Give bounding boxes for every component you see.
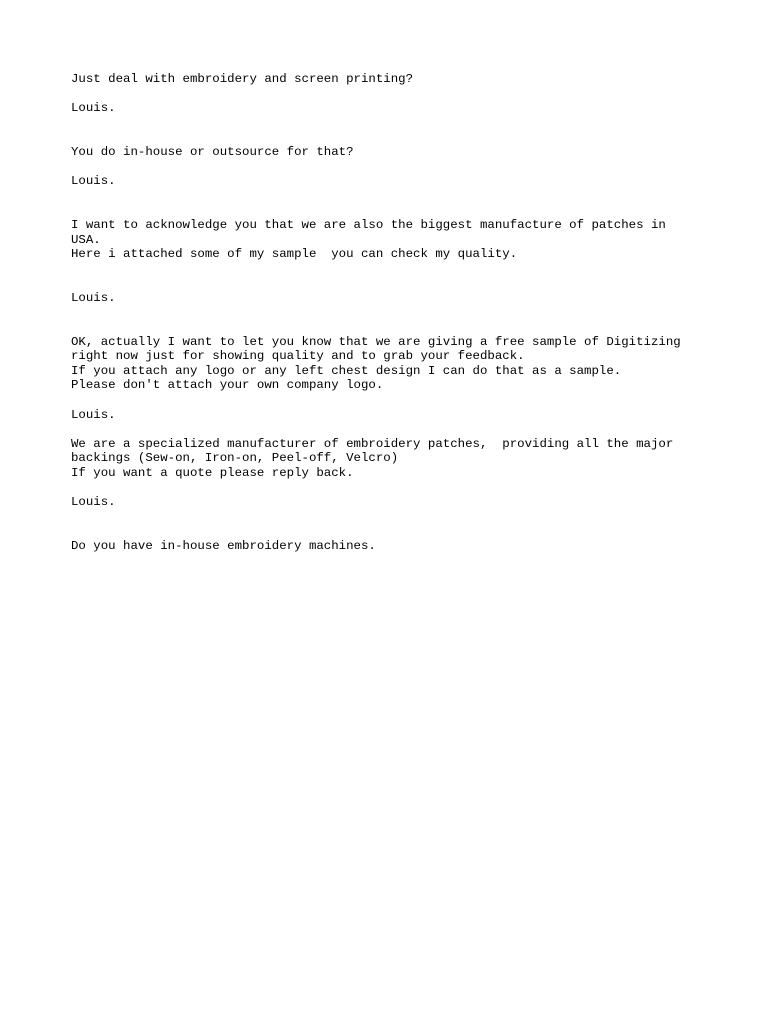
- text-line: I want to acknowledge you that we are also the biggest manufacture of patches in: [71, 217, 666, 232]
- text-line: USA.: [71, 232, 101, 247]
- text-line: Please don't attach your own company logo.: [71, 378, 384, 393]
- blank-line: [71, 160, 711, 175]
- blank-line: [71, 189, 711, 204]
- blank-line: [71, 116, 711, 131]
- blank-line: [71, 320, 711, 335]
- blank-line: [71, 306, 711, 321]
- text-line: backings (Sew-on, Iron-on, Peel-off, Velcro): [71, 451, 399, 466]
- text-line: We are a specialized manufacturer of embroidery patches, providing all the major: [71, 436, 674, 451]
- blank-line: [71, 510, 711, 525]
- text-line: right now just for showing quality and to grab your feedback.: [71, 349, 525, 364]
- signature-line: Louis.: [71, 290, 116, 305]
- signature-line: Louis.: [71, 407, 116, 422]
- blank-line: [71, 524, 711, 539]
- signature-line: Louis.: [71, 174, 116, 189]
- text-line: Here i attached some of my sample you can check my quality.: [71, 247, 518, 262]
- text-line: If you want a quote please reply back.: [71, 466, 354, 481]
- blank-line: [71, 203, 711, 218]
- text-line: Just deal with embroidery and screen printing?: [71, 72, 414, 86]
- blank-line: [71, 481, 711, 496]
- document-body: [71, 72, 711, 554]
- blank-line: [71, 130, 711, 145]
- blank-line: [71, 393, 711, 408]
- text-line: You do in-house or outsource for that?: [71, 144, 354, 159]
- blank-line: [71, 262, 711, 277]
- text-line: If you attach any logo or any left chest design I can do that as a sample.: [71, 363, 622, 378]
- blank-line: [71, 422, 711, 437]
- signature-line: Louis.: [71, 495, 116, 510]
- signature-line: Louis.: [71, 101, 116, 116]
- blank-line: [71, 87, 711, 102]
- text-line: OK, actually I want to let you know that we are giving a free sample of Digitizing: [71, 334, 681, 349]
- blank-line: [71, 276, 711, 291]
- text-line: Do you have in-house embroidery machines.: [71, 539, 376, 553]
